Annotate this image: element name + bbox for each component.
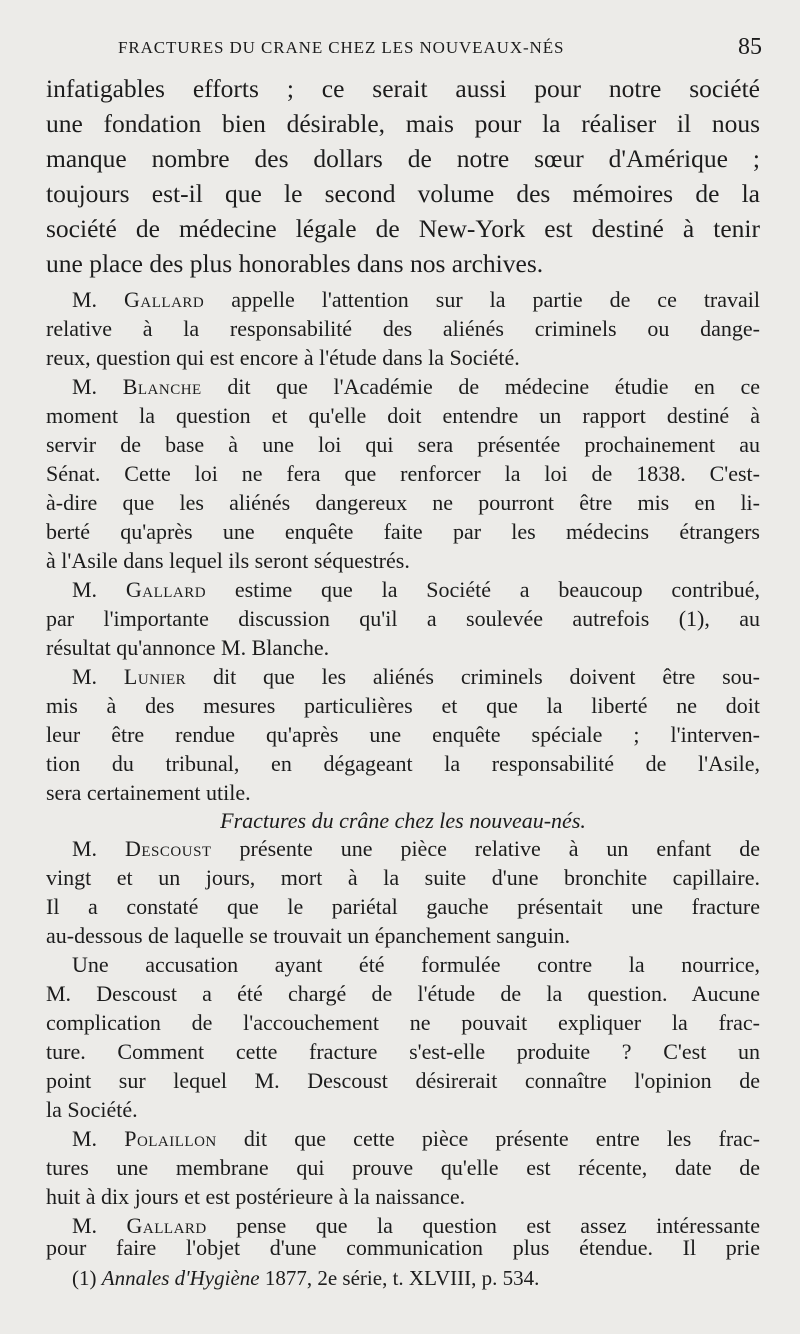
speaker-name: Gallard: [126, 1213, 207, 1238]
speaker-name: Gallard: [124, 287, 205, 312]
text-line: ture. Comment cette fracture s'est-elle produite ? C'est un: [46, 1039, 760, 1064]
text-line: vingt et un jours, mort à la suite d'une bronchite capillaire.: [46, 865, 760, 890]
footnote: [72, 1266, 539, 1291]
text-line: reux, question qui est encore à l'étude dans la Société.: [46, 345, 520, 370]
text-line: au-dessous de laquelle se trouvait un épanchement sanguin.: [46, 923, 571, 948]
speaker-name: Descoust: [125, 836, 212, 861]
section-title: Fractures du crâne chez les nouveau-nés.: [220, 808, 586, 833]
running-head: [0, 34, 800, 64]
text-line: berté qu'après une enquête faite par les médecins étrangers: [46, 519, 760, 544]
text-line: par l'importante discussion qu'il a soulevée autrefois (1), au: [46, 606, 760, 631]
text-line: à-dire que les aliénés dangereux ne pourront être mis en li-: [46, 490, 760, 515]
text-line: moment la question et qu'elle doit entendre un rapport destiné à: [46, 403, 760, 428]
running-title: FRACTURES DU CRANE CHEZ LES NOUVEAUX-NÉS: [118, 38, 565, 57]
paragraph-descoust-first-line: M. Descoust présente une pièce relative à un enfant de: [72, 836, 760, 861]
paragraph-lunier-first-line: M. Lunier dit que les aliénés criminels doivent être sou-: [72, 664, 761, 689]
text-line: à l'Asile dans lequel ils seront séquestrés.: [46, 548, 410, 573]
footnote-journal: Annales d'Hygiène: [101, 1266, 260, 1290]
text-line: résultat qu'annonce M. Blanche.: [46, 635, 330, 660]
text-line: infatigables efforts ; ce serait aussi pour notre société: [46, 74, 760, 103]
text-line: point sur lequel M. Descoust désirerait connaître l'opinion de: [46, 1068, 760, 1093]
paragraph-blanche-first-line: M. Blanche dit que l'Académie de médecine étudie en ce: [72, 374, 760, 399]
speaker-name: Polaillon: [124, 1126, 217, 1151]
text-line: toujours est-il que le second volume des mémoires de la: [46, 179, 760, 208]
speaker-name: Gallard: [125, 577, 207, 602]
text-line: Il a constaté que le pariétal gauche présentait une fracture: [46, 894, 760, 919]
text-line: Une accusation ayant été formulée contre la nourrice,: [72, 952, 760, 977]
text-line: mis à des mesures particulières et que la liberté ne doit: [46, 693, 760, 718]
text-line: tures une membrane qui prouve qu'elle est récente, date de: [46, 1155, 760, 1180]
paragraph-polaillon-first-line: M. Polaillon dit que cette pièce présente entre les frac-: [72, 1126, 761, 1151]
text-line: relative à la responsabilité des aliénés criminels ou dange-: [46, 316, 760, 341]
text-line: servir de base à une loi qui sera présentée prochainement au: [46, 432, 760, 457]
speaker-name: Lunier: [123, 664, 187, 689]
text-line: huit à dix jours et est postérieure à la naissance.: [46, 1184, 466, 1209]
footnote-details: 1877, 2e série, t. XLVIII, p. 534.: [264, 1266, 540, 1290]
text-line: tion du tribunal, en dégageant la responsabilité de l'Asile,: [46, 751, 760, 776]
footnote-mark: (1): [72, 1266, 97, 1290]
text-line: M. Descoust a été chargé de l'étude de la question. Aucune: [46, 981, 760, 1006]
text-line: une place des plus honorables dans nos archives.: [46, 249, 544, 278]
speaker-name: Blanche: [122, 374, 202, 399]
text-line: Sénat. Cette loi ne fera que renforcer la loi de 1838. C'est-: [46, 461, 760, 486]
text-line: une fondation bien désirable, mais pour la réaliser il nous: [46, 109, 760, 138]
page-number: 85: [738, 34, 762, 60]
paragraph-gallard-first-line: M. Gallard estime que la Société a beaucoup contribué,: [72, 577, 760, 602]
text-line: sera certainement utile.: [46, 780, 251, 805]
text-line: manque nombre des dollars de notre sœur d'Amérique ;: [46, 144, 760, 173]
text-line: la Société.: [46, 1097, 138, 1122]
text-line: leur être rendue qu'après une enquête spéciale ; l'interven-: [46, 722, 760, 747]
text-line: complication de l'accouchement ne pouvait expliquer la frac-: [46, 1010, 760, 1035]
text-line: pour faire l'objet d'une communication plus étendue. Il prie: [46, 1235, 760, 1260]
paragraph-gallard-first-line: M. Gallard pense que la question est assez intéressante: [72, 1213, 761, 1238]
text-line: société de médecine légale de New-York est destiné à tenir: [46, 214, 760, 243]
paragraph-gallard-first-line: M. Gallard appelle l'attention sur la partie de ce travail: [72, 287, 761, 312]
